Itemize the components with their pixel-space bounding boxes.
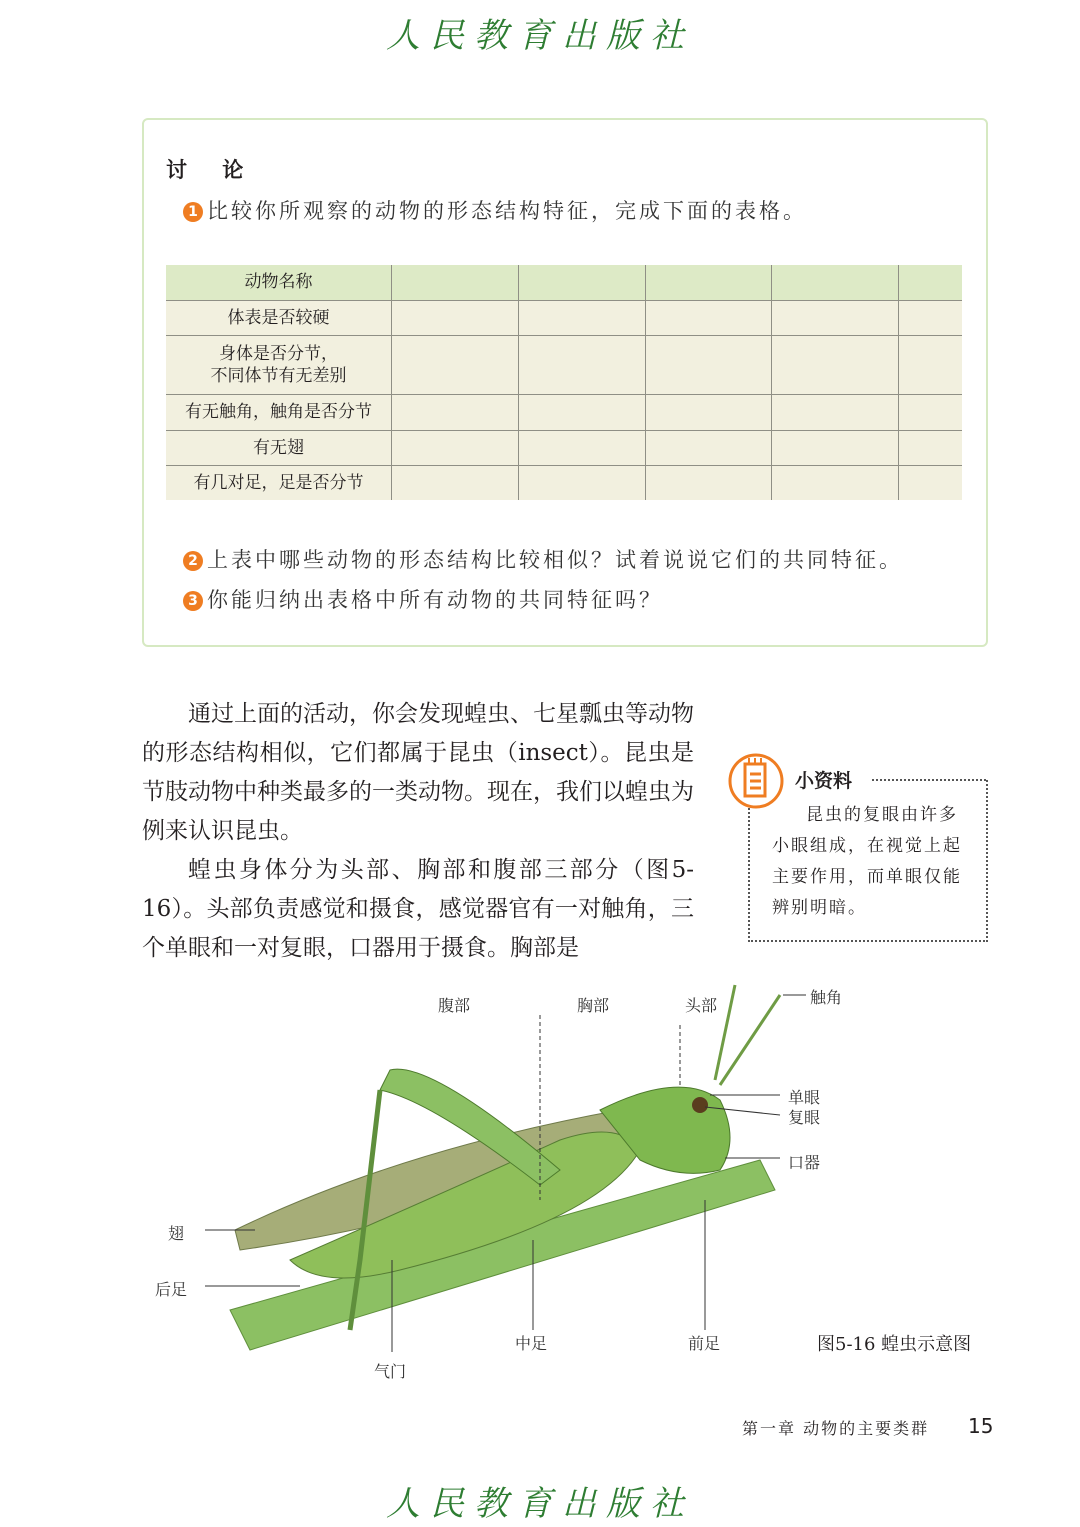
chapter-title: 第一章 动物的主要类群 xyxy=(742,1419,930,1438)
grasshopper-illustration xyxy=(0,960,1080,1390)
row-header: 动物名称 xyxy=(166,265,392,300)
discussion-title: 讨 论 xyxy=(166,158,258,182)
label-compound-eye: 复眼 xyxy=(788,1108,821,1127)
label-thorax: 胸部 xyxy=(577,996,610,1015)
row-header: 有无触角，触角是否分节 xyxy=(166,394,392,430)
question-2 xyxy=(183,544,903,574)
row-header: 有几对足，足是否分节 xyxy=(166,465,392,500)
label-wing: 翅 xyxy=(168,1224,185,1243)
body-text xyxy=(142,695,694,968)
publisher-logo-bottom: 人民教育出版社 xyxy=(386,1484,694,1524)
label-ocellus: 单眼 xyxy=(788,1088,821,1107)
question-text: 你能归纳出表格中所有动物的共同特征吗？ xyxy=(207,588,663,612)
question-1 xyxy=(183,195,807,225)
comparison-table xyxy=(166,265,962,500)
label-antenna: 触角 xyxy=(810,988,843,1007)
page-number: 15 xyxy=(968,1414,994,1438)
label-spiracle: 气门 xyxy=(374,1362,407,1381)
row-header: 体表是否较硬 xyxy=(166,300,392,335)
number-badge: 1 xyxy=(183,202,203,222)
publisher-logo-top: 人民教育出版社 xyxy=(386,16,694,56)
label-hind-leg: 后足 xyxy=(155,1280,188,1299)
paragraph: 通过上面的活动，你会发现蝗虫、七星瓢虫等动物的形态结构相似，它们都属于昆虫（insect）。昆虫是节肢动物中种类最多的一类动物。现在，我们以蝗虫为例来认识昆虫。 xyxy=(142,701,694,844)
paragraph: 蝗虫身体分为头部、胸部和腹部三部分（图5-16）。头部负责感觉和摄食，感觉器官有一对触角，三个单眼和一对复眼，口器用于摄食。胸部是 xyxy=(142,857,694,961)
row-header: 身体是否分节， 不同体节有无差别 xyxy=(166,335,392,394)
label-middle-leg: 中足 xyxy=(515,1334,548,1353)
divider xyxy=(872,779,986,781)
label-head: 头部 xyxy=(685,996,718,1015)
figure-caption: 图5-16 蝗虫示意图 xyxy=(817,1334,972,1355)
info-box-text: 昆虫的复眼由许多小眼组成，在视觉上起主要作用，而单眼仅能辨别明暗。 xyxy=(772,805,962,918)
label-abdomen: 腹部 xyxy=(438,996,471,1015)
number-badge: 2 xyxy=(183,551,203,571)
question-3 xyxy=(183,584,663,614)
number-badge: 3 xyxy=(183,591,203,611)
info-box-title: 小资料 xyxy=(795,766,866,793)
question-text: 上表中哪些动物的形态结构比较相似？试着说说它们的共同特征。 xyxy=(207,548,903,572)
row-header: 有无翅 xyxy=(166,430,392,465)
label-mouthparts: 口器 xyxy=(788,1153,821,1172)
question-text: 比较你所观察的动物的形态结构特征，完成下面的表格。 xyxy=(207,199,807,223)
label-fore-leg: 前足 xyxy=(688,1334,721,1353)
